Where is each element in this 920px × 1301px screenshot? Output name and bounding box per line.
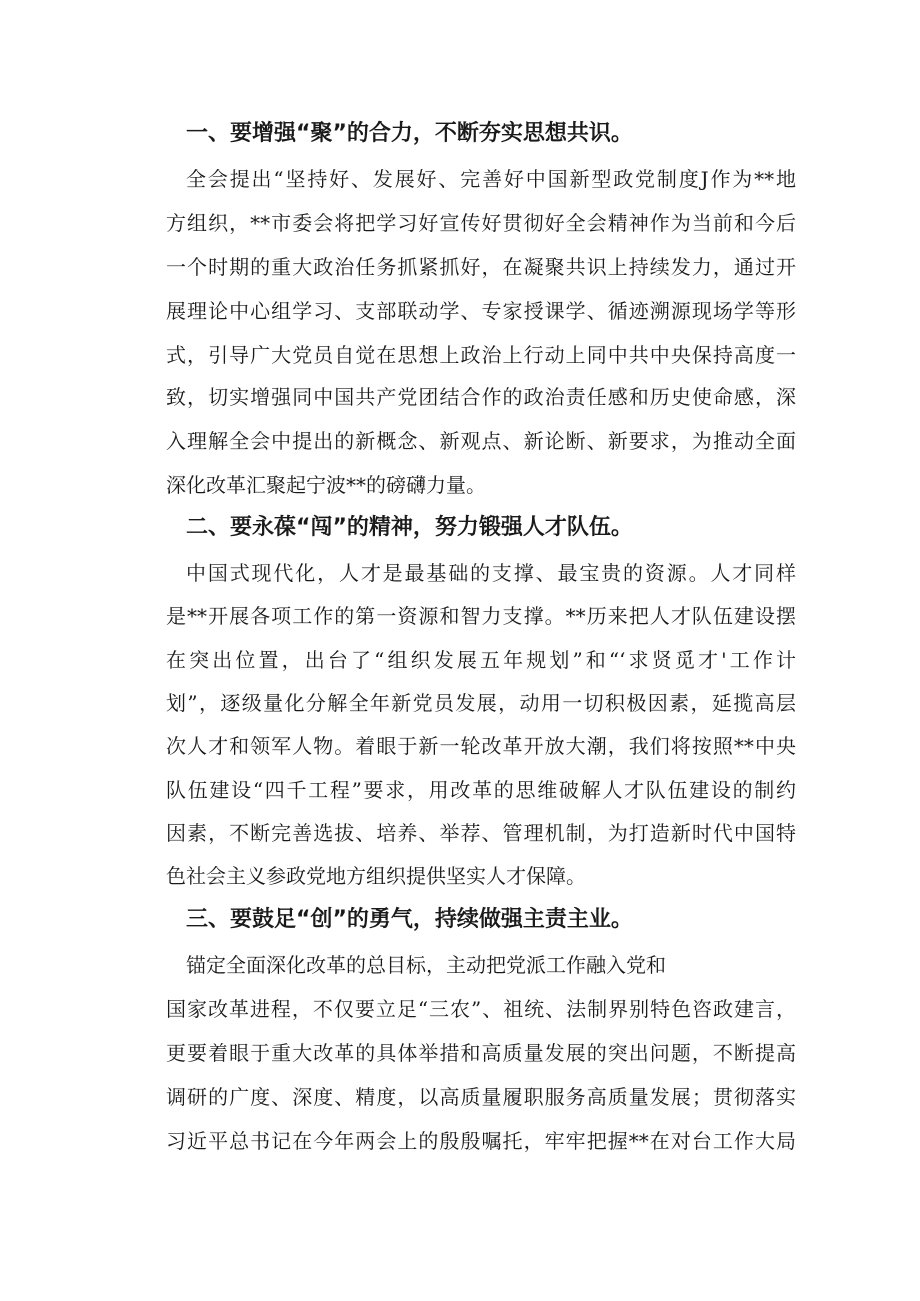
section-1-line-7: 入理解全会中提出的新概念、新观点、新论断、新要求，为推动全面 xyxy=(166,429,796,453)
section-3-heading: 三、要鼓足“创”的勇气，持续做强主责主业。 xyxy=(186,907,633,932)
section-2-line-8: 色社会主义参政党地方组织提供坚实人才保障。 xyxy=(166,864,586,888)
section-3-line-3: 更要着眼于重大改革的具体举措和高质量发展的突出问题，不断提高 xyxy=(166,1041,796,1065)
section-1-line-1: 全会提出“坚持好、发展好、完善好中国新型政党制度J作为**地 xyxy=(186,167,796,191)
section-2-line-5: 次人才和领军人物。着眼于新一轮改革开放大潮，我们将按照**中央 xyxy=(166,734,796,758)
section-2-line-4: 划”，逐级量化分解全年新党员发展，动用一切积极因素，延揽高层 xyxy=(166,691,796,715)
section-1-line-4: 展理论中心组学习、支部联动学、专家授课学、循迹溯源现场学等形 xyxy=(166,299,796,323)
section-1-line-3: 一个时期的重大政治任务抓紧抓好，在凝聚共识上持续发力，通过开 xyxy=(166,255,796,279)
section-3-line-1: 锚定全面深化改革的总目标，主动把党派工作融入党和 xyxy=(186,953,666,977)
section-1-line-6: 致，切实增强同中国共产党团结合作的政治责任感和历史使命感，深 xyxy=(166,385,796,409)
section-2-heading: 二、要永葆“闯”的精神，努力锻强人才队伍。 xyxy=(186,515,633,540)
section-3-line-4: 调研的广度、深度、精度，以高质量履职服务高质量发展；贯彻落实 xyxy=(166,1085,796,1109)
section-1-line-8: 深化改革汇聚起宁波**的磅礴力量。 xyxy=(166,473,486,497)
section-2-line-6: 队伍建设“四千工程”要求，用改革的思维破解人才队伍建设的制约 xyxy=(166,778,796,802)
section-3-line-5: 习近平总书记在今年两会上的殷殷嘱托，牢牢把握**在对台工作大局 xyxy=(166,1129,796,1153)
section-1-line-2: 方组织，**市委会将把学习好宣传好贯彻好全会精神作为当前和今后 xyxy=(166,211,796,235)
section-3-line-2: 国家改革进程，不仅要立足“三农”、祖统、法制界别特色咨政建言， xyxy=(166,997,796,1021)
section-2-line-3: 在突出位置，出台了“组织发展五年规划”和“‘求贤觅才'工作计 xyxy=(166,648,796,672)
section-2-line-2: 是**开展各项工作的第一资源和智力支撑。**历来把人才队伍建设摆 xyxy=(166,604,796,628)
section-1-line-5: 式，引导广大党员自觉在思想上政治上行动上同中共中央保持高度一 xyxy=(166,343,796,367)
section-1-heading: 一、要增强“聚”的合力，不断夯实思想共识。 xyxy=(186,121,633,146)
section-2-line-1: 中国式现代化，人才是最基础的支撑、最宝贵的资源。人才同样 xyxy=(186,561,796,585)
section-2-line-7: 因素，不断完善选拔、培养、举荐、管理机制，为打造新时代中国特 xyxy=(166,821,796,845)
